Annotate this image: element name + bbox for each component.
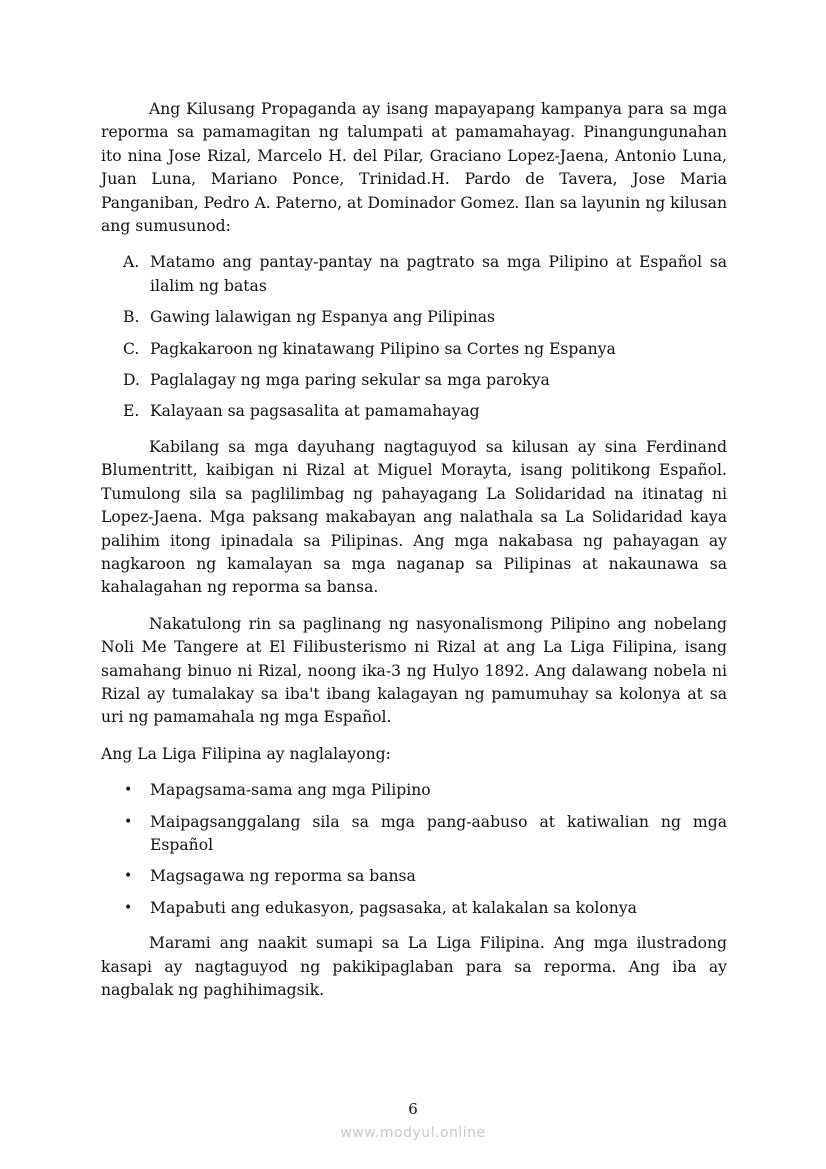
bullet-icon: • [124,813,133,830]
list-item [101,251,727,298]
propaganda-goals-list [101,251,727,423]
watermark-url: www.modyul.online [340,1125,486,1141]
list-item [101,338,727,361]
list-item-text: Magsagawa ng reporma sa bansa [150,867,416,886]
list-item [101,897,727,920]
page-number: 6 [408,1100,418,1118]
list-item-text: Mapagsama-sama ang mga Pilipino [150,781,431,800]
list-item [101,811,727,858]
list-item [101,779,727,802]
bullet-icon: • [124,782,133,799]
list-item-text: Paglalagay ng mga paring sekular sa mga parokya [150,371,550,390]
list-item [101,400,727,423]
list-item-text: Pagkakaroon ng kinatawang Pilipino sa Cortes ng Espanya [150,339,616,358]
list-item-text: Maipagsanggalang sila sa mga pang-aabuso at katiwalian ng mga Español [150,812,727,854]
list-item-text: Mapabuti ang edukasyon, pagsasaka, at kalakalan sa kolonya [150,898,637,917]
bullet-icon: • [124,868,133,885]
paragraph-foreign-supporters: Kabilang sa mga dayuhang nagtaguyod sa kilusan ay sina Ferdinand Blumentritt, kaibigan ni Rizal at Miguel Morayta, isang politikong Español. Tumulong sila sa paglilimbag ng pahayagang La Solidaridad na itinatag ni Lopez-Jaena. Mga paksang makabayan ang nalathala sa La Solidaridad kaya palihim itong ipinadala sa Pilipinas. Ang mga nakabasa ng pahayagan ay nagkaroon ng kamalayan sa mga naganap sa Pilipinas at nakaunawa sa kahalagahan ng reporma sa bansa. [101,437,727,597]
list-item-text: Matamo ang pantay-pantay na pagtrato sa mga Pilipino at Español sa ilalim ng batas [150,253,727,295]
paragraph-liga-members: Marami ang naakit sumapi sa La Liga Filipina. Ang mga ilustradong kasapi ay nagtaguyod ng pakikipaglaban para sa reporma. Ang iba ay nagbalak ng paghihimagsik. [101,934,727,999]
paragraph-liga-intro: Ang La Liga Filipina ay naglalayong: [101,744,391,763]
document-body [101,98,727,1015]
list-item [101,865,727,888]
list-marker: D. [123,371,140,390]
list-item [101,369,727,392]
bullet-icon: • [124,899,133,916]
list-item [101,306,727,329]
list-item-text: Gawing lalawigan ng Espanya ang Pilipinas [150,308,496,327]
paragraph-kilusang-propaganda: Ang Kilusang Propaganda ay isang mapayapang kampanya para sa mga reporma sa pamamagitan ng talumpati at pamamahayag. Pinangungunahan ito nina Jose Rizal, Marcelo H. del Pilar, Graciano Lopez-Jaena, Antonio Luna, Juan Luna, Mariano Ponce, Trinidad.H. Pardo de Tavera, Jose Maria Panganiban, Pedro A. Paterno, at Dominador Gomez. Ilan sa layunin ng kilusan ang sumusunod: [101,100,727,236]
list-marker: E. [123,402,140,421]
liga-goals-list [101,779,727,920]
list-item-text: Kalayaan sa pagsasalita at pamamahayag [150,402,480,421]
list-marker: A. [123,253,140,272]
paragraph-novels-liga: Nakatulong rin sa paglinang ng nasyonalismong Pilipino ang nobelang Noli Me Tangere at El Filibusterismo ni Rizal at ang La Liga Filipina, isang samahang binuo ni Rizal, noong ika-3 ng Hulyo 1892. Ang dalawang nobela ni Rizal ay tumalakay sa iba't ibang kalagayan ng pamumuhay sa kolonya at sa uri ng pamamahala ng mga Español. [101,614,727,727]
list-marker: B. [123,308,140,327]
list-marker: C. [123,339,140,358]
